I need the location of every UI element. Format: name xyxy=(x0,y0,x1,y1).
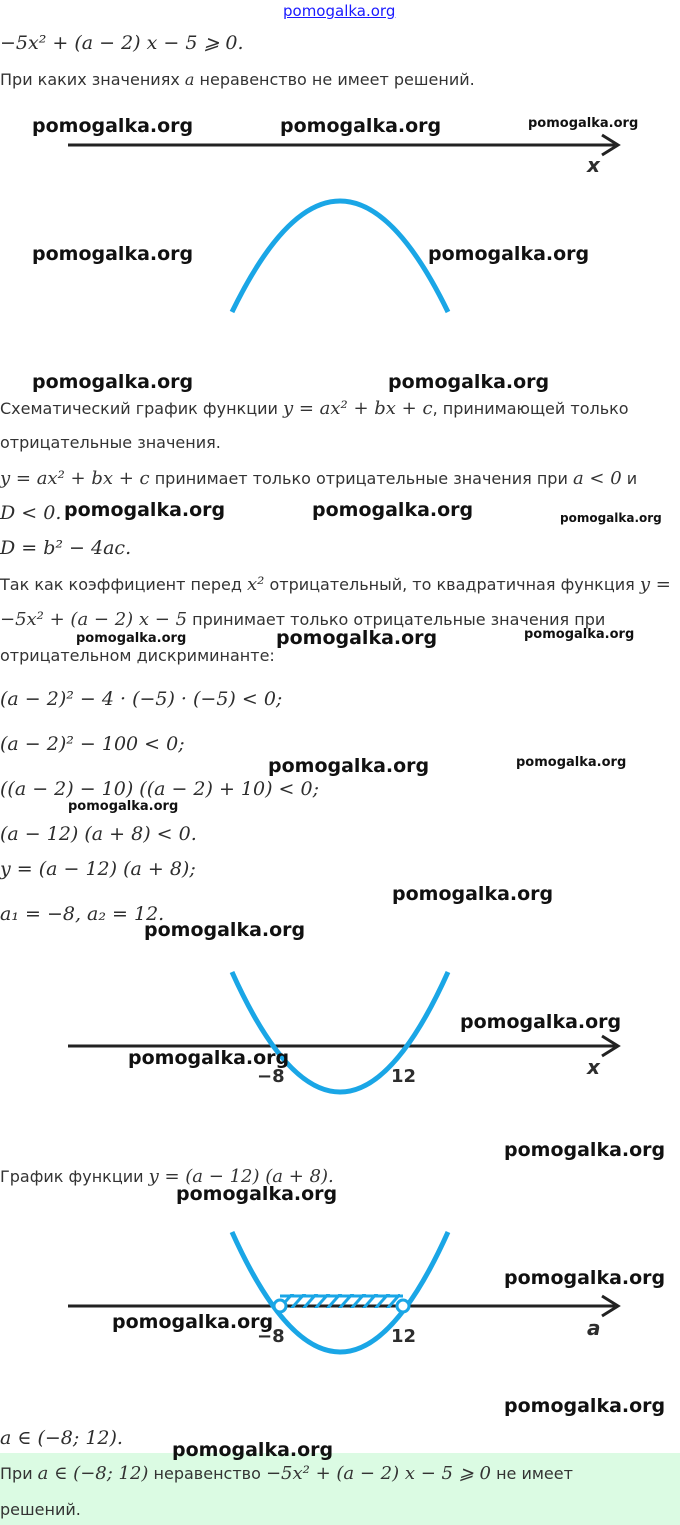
figure-1 xyxy=(0,120,680,340)
task-question xyxy=(0,70,475,89)
figure-3 xyxy=(0,1220,680,1360)
watermark: pomogalka.org xyxy=(516,755,627,770)
watermark: pomogalka.org xyxy=(276,627,438,649)
watermark: pomogalka.org xyxy=(392,883,554,905)
open-point-left xyxy=(274,1300,286,1312)
explanation-line-2: отрицательные значения. xyxy=(0,433,221,452)
watermark: pomogalka.org xyxy=(460,1011,622,1033)
exp1-text-b: , принимающей только xyxy=(432,399,629,418)
step-5: y = (a − 12) (a + 8); xyxy=(0,858,196,880)
step-6: a₁ = −8, a₂ = 12. xyxy=(0,903,165,925)
exp7-text-b: принимает только отрицательные значения при xyxy=(187,610,606,629)
figure2-root-right: 12 xyxy=(391,1066,417,1087)
exp7-math: −5x² + (a − 2) x − 5 xyxy=(0,609,188,630)
watermark: pomogalka.org xyxy=(524,627,635,642)
watermark: pomogalka.org xyxy=(76,631,187,646)
question-var: a xyxy=(184,70,195,89)
explanation-line-3 xyxy=(0,468,637,489)
explanation-line-4: D < 0. xyxy=(0,502,62,524)
exp1-text-a: Схематический график функции xyxy=(0,399,283,418)
task-inequality: −5x² + (a − 2) x − 5 ⩾ 0. xyxy=(0,32,244,54)
watermark: pomogalka.org xyxy=(388,371,550,393)
result-interval: a ∈ (−8; 12). xyxy=(0,1427,123,1449)
question-text: При каких значениях xyxy=(0,70,185,89)
watermark: pomogalka.org xyxy=(504,1267,666,1289)
exp6-math: x² xyxy=(247,574,265,595)
step-4: (a − 12) (a + 8) < 0. xyxy=(0,823,197,845)
watermark: pomogalka.org xyxy=(32,115,194,137)
watermark: pomogalka.org xyxy=(560,511,662,525)
step-1: (a − 2)² − 4 · (−5) · (−5) < 0; xyxy=(0,688,283,710)
explanation-line-1 xyxy=(0,398,629,419)
open-point-right xyxy=(397,1300,409,1312)
watermark: pomogalka.org xyxy=(428,243,590,265)
answer-math-2: −5x² + (a − 2) x − 5 ⩾ 0 xyxy=(265,1463,491,1484)
answer-middle: неравенство xyxy=(148,1464,266,1483)
exp1-math: y = ax² + bx + c xyxy=(282,398,433,419)
figure3-root-right: 12 xyxy=(391,1326,417,1347)
exp3-text-b: принимает только отрицательные значения при xyxy=(149,469,573,488)
exp3-math2: a < 0 xyxy=(572,468,622,489)
question-end: неравенство не имеет решений. xyxy=(194,70,475,89)
answer-prefix: При xyxy=(0,1464,38,1483)
watermark: pomogalka.org xyxy=(64,499,226,521)
exp6-text-a: Так как коэффициент перед xyxy=(0,575,247,594)
answer-suffix: не имеет xyxy=(490,1464,573,1483)
figure2-root-left: −8 xyxy=(257,1066,285,1087)
exp3-math: y = ax² + bx + c xyxy=(0,468,150,489)
explanation-line-5: D = b² − 4ac. xyxy=(0,537,132,559)
watermark: pomogalka.org xyxy=(32,371,194,393)
explanation-line-8: отрицательном дискриминанте: xyxy=(0,646,275,665)
answer-math-1: a ∈ (−8; 12) xyxy=(37,1463,149,1484)
figure3-root-left: −8 xyxy=(257,1326,285,1347)
exp3-text-c: и xyxy=(621,469,638,488)
watermark: pomogalka.org xyxy=(504,1139,666,1161)
caption-text: График функции xyxy=(0,1167,149,1186)
exp6-text-b: отрицательный, то квадратичная функция xyxy=(264,575,640,594)
figure1-axis-label: x xyxy=(587,153,600,177)
watermark: pomogalka.org xyxy=(128,1047,290,1069)
figure3-axis-label: a xyxy=(587,1316,601,1340)
watermark: pomogalka.org xyxy=(528,116,639,131)
figure2-axis-label: x xyxy=(587,1055,600,1079)
site-link[interactable]: pomogalka.org xyxy=(283,2,396,20)
watermark: pomogalka.org xyxy=(280,115,442,137)
watermark: pomogalka.org xyxy=(32,243,194,265)
answer-line-2: решений. xyxy=(0,1500,81,1519)
watermark: pomogalka.org xyxy=(172,1439,334,1461)
watermark: pomogalka.org xyxy=(176,1183,338,1205)
parabola-down-curve xyxy=(232,201,448,312)
watermark: pomogalka.org xyxy=(112,1311,274,1333)
watermark: pomogalka.org xyxy=(268,755,430,777)
exp6-math2: y = xyxy=(639,574,671,595)
watermark: pomogalka.org xyxy=(504,1395,666,1417)
caption-math: y = (a − 12) (a + 8). xyxy=(148,1166,334,1187)
answer-line-1 xyxy=(0,1463,573,1484)
watermark: pomogalka.org xyxy=(312,499,474,521)
step-2: (a − 2)² − 100 < 0; xyxy=(0,733,185,755)
watermark: pomogalka.org xyxy=(68,799,179,814)
watermark: pomogalka.org xyxy=(144,919,306,941)
explanation-line-6 xyxy=(0,574,671,595)
step-3: ((a − 2) − 10) ((a − 2) + 10) < 0; xyxy=(0,778,320,800)
